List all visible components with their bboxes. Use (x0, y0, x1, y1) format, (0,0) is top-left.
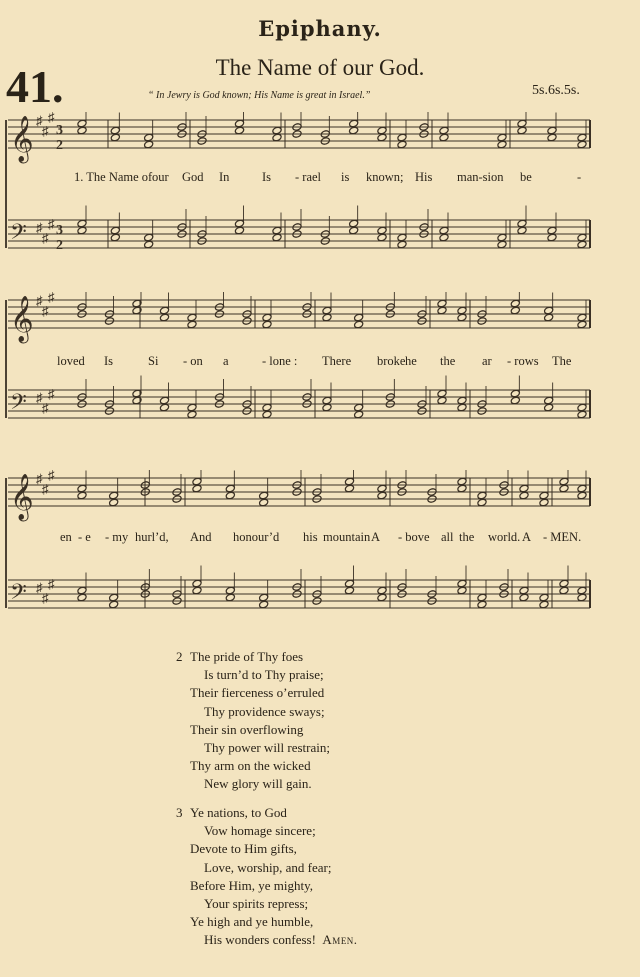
bass-clef-icon: 𝄢 (10, 220, 27, 250)
sharp-icon: ♯ (48, 470, 55, 483)
note-head (577, 320, 587, 329)
note-head (497, 240, 507, 249)
note-head (132, 389, 142, 398)
stanza-line: 3 Ye nations, to God (176, 804, 358, 822)
sharp-icon: ♯ (42, 481, 49, 497)
note-head (457, 313, 467, 322)
note-head (377, 133, 387, 142)
treble-staff (8, 470, 590, 522)
note-head (349, 119, 359, 128)
note-head (344, 579, 354, 588)
note-head (132, 306, 142, 315)
note-head (477, 491, 487, 500)
note-head (477, 593, 487, 602)
note-head (377, 233, 387, 242)
note-head (457, 403, 467, 412)
note-head (437, 396, 447, 405)
bass-staff (8, 206, 590, 254)
note-head (187, 403, 197, 412)
note-head (110, 133, 120, 142)
note-head (110, 126, 120, 135)
treble-clef-icon: 𝄞 (10, 296, 34, 342)
lyric-syllable: His (415, 170, 433, 184)
note-head (517, 219, 527, 228)
note-head (192, 477, 202, 486)
note-head (519, 491, 529, 500)
note-head (510, 299, 520, 308)
note-head (77, 491, 87, 500)
stanza-line: Your spirits repress; (204, 896, 309, 912)
note-head (437, 306, 447, 315)
note-head (349, 226, 359, 235)
sharp-icon: ♯ (42, 303, 49, 319)
note-head (344, 586, 354, 595)
lyric-syllable: mountain (323, 530, 371, 544)
lyric-syllable: his (303, 530, 318, 544)
note-head (262, 320, 272, 329)
lyric-syllable: a (223, 354, 229, 368)
note-head (510, 389, 520, 398)
note-head (577, 233, 587, 242)
lyric-syllable: A (522, 530, 532, 544)
note-head (259, 491, 269, 500)
lyric-syllable: In (219, 170, 230, 184)
lyric-syllable: Si (148, 354, 159, 368)
note-head (497, 133, 507, 142)
sharp-icon: ♯ (36, 293, 43, 308)
note-head (377, 491, 387, 500)
note-head (144, 233, 154, 242)
sharp-icon: ♯ (42, 590, 49, 606)
lyric-syllable: our (152, 170, 169, 184)
note-head (539, 498, 549, 507)
lyric-syllable: - bove (398, 530, 430, 544)
lyric-syllable: - rael (295, 170, 322, 184)
note-head (544, 396, 554, 405)
lyric-syllable: broke (377, 354, 406, 368)
note-head (519, 593, 529, 602)
sharp-icon: ♯ (36, 220, 43, 235)
stanza-line: Before Him, ye mighty, (190, 877, 313, 893)
note-head (132, 299, 142, 308)
note-head (77, 226, 87, 235)
note-head (132, 396, 142, 405)
note-head (322, 396, 332, 405)
note-head (539, 491, 549, 500)
stanza-line: His wonders confess! Amen. (204, 932, 358, 948)
music-system (0, 112, 640, 268)
lyric-syllable: Is (262, 170, 272, 184)
lyric-syllable: A (371, 530, 381, 544)
stanza-line: Ye high and ye humble, (190, 914, 314, 930)
note-head (77, 593, 87, 602)
lyric-syllable: the (459, 530, 475, 544)
note-head (397, 133, 407, 142)
note-head (539, 593, 549, 602)
stanza-line: Thy providence sways; (204, 703, 325, 719)
note-head (544, 306, 554, 315)
note-head (457, 586, 467, 595)
sharp-icon: ♯ (36, 471, 43, 486)
note-head (547, 233, 557, 242)
note-head (477, 498, 487, 507)
note-head (547, 126, 557, 135)
stanza-line: Love, worship, and fear; (204, 859, 332, 875)
note-head (110, 226, 120, 235)
note-head (144, 140, 154, 149)
treble-clef-icon: 𝄞 (10, 116, 34, 162)
note-head (259, 593, 269, 602)
note-head (187, 410, 197, 419)
note-head (577, 491, 587, 500)
hymn-number: 41. (6, 61, 64, 112)
lyric-syllable: 1. The Name of (74, 170, 153, 184)
note-head (322, 403, 332, 412)
note-head (159, 403, 169, 412)
note-head (497, 233, 507, 242)
time-signature-bottom: 2 (56, 138, 63, 153)
lyric-syllable: is (341, 170, 350, 184)
note-head (349, 219, 359, 228)
bass-staff (8, 566, 590, 611)
stanza-line: Their sin overflowing (190, 721, 304, 737)
note-head (234, 219, 244, 228)
stanza-2 (176, 648, 330, 794)
note-head (187, 320, 197, 329)
note-head (234, 126, 244, 135)
note-head (272, 233, 282, 242)
note-head (439, 133, 449, 142)
stanza-line: New glory will gain. (204, 776, 312, 792)
note-head (457, 579, 467, 588)
note-head (577, 240, 587, 249)
note-head (272, 126, 282, 135)
note-head (439, 126, 449, 135)
lyric-syllable: hurl’d, (135, 530, 169, 544)
note-head (259, 600, 269, 609)
note-head (397, 240, 407, 249)
note-head (397, 233, 407, 242)
note-head (354, 403, 364, 412)
note-head (457, 484, 467, 493)
note-head (159, 306, 169, 315)
note-head (510, 306, 520, 315)
note-head (559, 484, 569, 493)
note-head (497, 140, 507, 149)
note-head (110, 233, 120, 242)
note-head (344, 484, 354, 493)
note-head (377, 593, 387, 602)
sharp-icon: ♯ (48, 292, 55, 305)
note-head (225, 484, 235, 493)
note-head (439, 233, 449, 242)
sharp-icon: ♯ (36, 580, 43, 595)
note-head (519, 586, 529, 595)
bass-clef-icon: 𝄢 (10, 580, 27, 610)
note-head (559, 586, 569, 595)
note-head (577, 586, 587, 595)
lyric-syllable: he (405, 354, 417, 368)
note-head (109, 491, 119, 500)
note-head (377, 226, 387, 235)
bass-staff (8, 376, 590, 421)
lyric-syllable: world. (488, 530, 521, 544)
note-head (519, 484, 529, 493)
note-head (477, 600, 487, 609)
note-head (272, 133, 282, 142)
sharp-icon: ♯ (36, 390, 43, 405)
sharp-icon: ♯ (48, 386, 55, 402)
time-signature-bottom: 2 (56, 238, 63, 253)
sharp-icon: ♯ (42, 123, 49, 139)
note-head (397, 140, 407, 149)
note-head (322, 306, 332, 315)
note-head (539, 600, 549, 609)
lyric-syllable: man-sion (457, 170, 504, 184)
note-head (437, 389, 447, 398)
lyric-syllable: be (520, 170, 532, 184)
lyric-syllable: - (577, 170, 582, 184)
note-head (77, 484, 87, 493)
note-head (517, 226, 527, 235)
note-head (559, 579, 569, 588)
lyric-syllable: Is (104, 354, 114, 368)
lyric-syllable: en (60, 530, 72, 544)
sharp-icon: ♯ (48, 216, 55, 232)
note-head (517, 126, 527, 135)
lyric-syllable: - e (78, 530, 91, 544)
lyric-syllable: And (190, 530, 212, 544)
note-head (225, 586, 235, 595)
note-head (225, 593, 235, 602)
sharp-icon: ♯ (48, 112, 55, 125)
stanza-3 (176, 804, 358, 950)
sharp-icon: ♯ (42, 400, 49, 416)
note-head (354, 320, 364, 329)
lyric-syllable: the (440, 354, 456, 368)
stanza-line: Vow homage sincere; (204, 823, 316, 839)
note-head (77, 119, 87, 128)
note-head (577, 140, 587, 149)
lyric-syllable: loved (57, 354, 85, 368)
section-title: Epiphany. (258, 16, 382, 41)
treble-staff (8, 292, 590, 344)
music-system (0, 470, 640, 628)
note-head (144, 240, 154, 249)
note-head (577, 403, 587, 412)
note-head (159, 396, 169, 405)
note-head (354, 313, 364, 322)
stanza-line: Devote to Him gifts, (190, 841, 297, 857)
sharp-icon: ♯ (48, 576, 55, 592)
stanza-number: 3 (176, 805, 183, 820)
note-head (234, 226, 244, 235)
note-head (192, 586, 202, 595)
epigraph: “ In Jewry is God known; His Name is great in Israel.” (148, 90, 371, 101)
note-head (354, 410, 364, 419)
bass-clef-icon: 𝄢 (10, 390, 27, 420)
note-head (377, 126, 387, 135)
note-head (77, 586, 87, 595)
note-head (457, 306, 467, 315)
lyric-syllable: all (441, 530, 454, 544)
time-signature-top: 3 (56, 123, 63, 138)
lyric-syllable: ar (482, 354, 492, 368)
note-head (234, 119, 244, 128)
lyric-syllable: The (552, 354, 572, 368)
note-head (262, 410, 272, 419)
note-head (349, 126, 359, 135)
lyric-syllable: - lone : (262, 354, 298, 368)
stanza-line: Is turn’d to Thy praise; (204, 667, 324, 683)
lyric-syllable: - my (105, 530, 129, 544)
note-head (517, 119, 527, 128)
note-head (77, 126, 87, 135)
note-head (109, 600, 119, 609)
note-head (77, 219, 87, 228)
note-head (344, 477, 354, 486)
amen-label: Amen. (322, 932, 358, 948)
note-head (544, 403, 554, 412)
note-head (272, 226, 282, 235)
note-head (159, 313, 169, 322)
lyric-syllable: God (182, 170, 204, 184)
note-head (577, 313, 587, 322)
lyric-syllable: There (322, 354, 352, 368)
lyric-syllable: honour’d (233, 530, 280, 544)
note-head (439, 226, 449, 235)
note-head (109, 498, 119, 507)
stanza-number: 2 (176, 649, 183, 664)
note-head (577, 484, 587, 493)
stanza-line: Thy arm on the wicked (190, 758, 311, 774)
music-system (0, 292, 640, 438)
note-head (547, 133, 557, 142)
note-head (577, 410, 587, 419)
note-head (225, 491, 235, 500)
note-head (262, 313, 272, 322)
note-head (559, 477, 569, 486)
note-head (547, 226, 557, 235)
note-head (510, 396, 520, 405)
lyric-syllable: - rows (507, 354, 539, 368)
note-head (377, 586, 387, 595)
note-head (577, 133, 587, 142)
lyric-syllable: known; (366, 170, 404, 184)
stanza-line: Their fierceness o’erruled (190, 685, 325, 701)
note-head (544, 313, 554, 322)
note-head (192, 579, 202, 588)
treble-staff (8, 112, 590, 164)
note-head (437, 299, 447, 308)
note-head (259, 498, 269, 507)
note-head (187, 313, 197, 322)
time-signature-top: 3 (56, 223, 63, 238)
note-head (377, 484, 387, 493)
treble-clef-icon: 𝄞 (10, 474, 34, 520)
meter-label: 5s.6s.5s. (532, 83, 580, 98)
note-head (457, 477, 467, 486)
note-head (109, 593, 119, 602)
stanza-line: Thy power will restrain; (204, 740, 330, 756)
note-head (577, 593, 587, 602)
stanza-line: 2 The pride of Thy foes (176, 648, 330, 666)
sharp-icon: ♯ (42, 230, 49, 246)
note-head (192, 484, 202, 493)
note-head (457, 396, 467, 405)
note-head (262, 403, 272, 412)
lyric-syllable: - on (183, 354, 203, 368)
lyric-syllable: - MEN. (543, 530, 582, 544)
note-head (144, 133, 154, 142)
hymn-title: The Name of our God. (215, 55, 425, 80)
sharp-icon: ♯ (36, 113, 43, 128)
note-head (322, 313, 332, 322)
